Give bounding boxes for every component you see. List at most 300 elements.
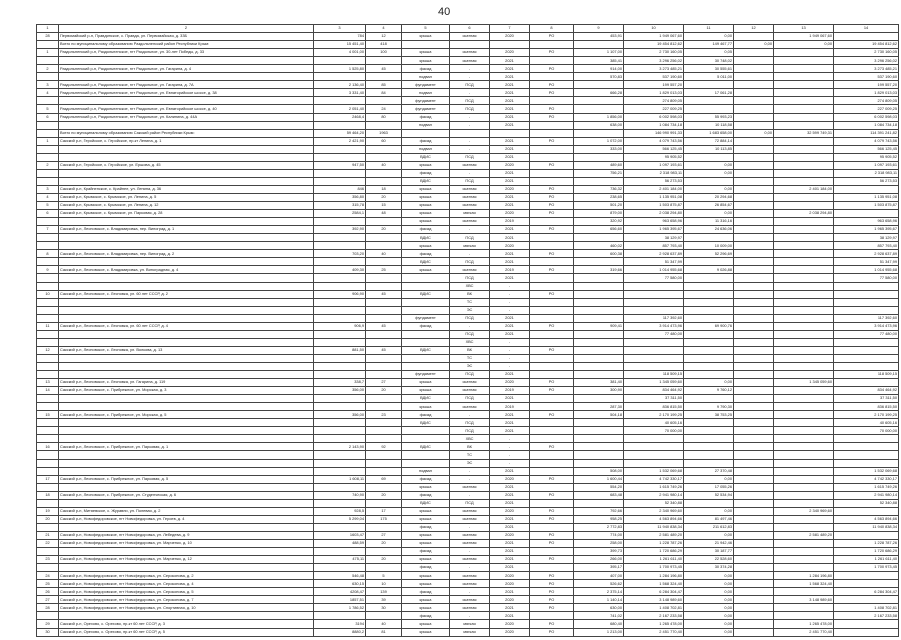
cell-work: фасад	[402, 411, 450, 419]
cell-year: 2021	[490, 548, 530, 556]
table-row	[37, 475, 899, 483]
cell-c11: 69 900,76	[684, 322, 734, 330]
cell-c12	[734, 226, 774, 234]
cell-res: 12	[366, 33, 402, 41]
cell-sp: РО	[530, 580, 574, 588]
cell-c9: 501,20	[574, 202, 624, 210]
cell-addr	[59, 459, 314, 467]
cell-c14: 836 815,50	[834, 403, 899, 411]
cell-type: -	[450, 137, 490, 145]
cell-c11	[684, 419, 734, 427]
cell-area: 392,90	[314, 226, 366, 234]
cell-type: скатная	[450, 531, 490, 539]
cell-c12	[734, 411, 774, 419]
cell-res	[366, 338, 402, 346]
cell-c9	[574, 258, 624, 266]
cell-c12	[734, 427, 774, 435]
cell-sp: РО	[530, 49, 574, 57]
table-row	[37, 540, 899, 548]
cell-area	[314, 57, 366, 65]
cell-c14: 118 509,15	[834, 371, 899, 379]
cell-n	[37, 612, 59, 620]
cell-sp: РО	[530, 628, 574, 636]
cell-c9: 504,18	[574, 411, 624, 419]
cell-sp: РО	[530, 193, 574, 201]
cell-c13: 2 401 184,00	[774, 185, 834, 193]
cell-type: ПСД	[450, 419, 490, 427]
cell-res	[366, 564, 402, 572]
cell-c13	[774, 97, 834, 105]
cell-year: -	[490, 306, 530, 314]
cell-c13	[774, 137, 834, 145]
cell-c12	[734, 362, 774, 370]
cell-year: 2020	[490, 580, 530, 588]
table-row	[37, 137, 899, 145]
cell-type: -	[450, 226, 490, 234]
cell-c12	[734, 169, 774, 177]
cell-type: -	[450, 65, 490, 73]
header-cell: 3	[314, 25, 366, 33]
cell-year: 2021	[490, 523, 530, 531]
cell-c13	[774, 290, 834, 298]
cell-work: фасад	[402, 226, 450, 234]
cell-type: ТС	[450, 451, 490, 459]
cell-type: скатная	[450, 507, 490, 515]
cell-year: 2021	[490, 419, 530, 427]
cell-c9: 395,17	[574, 564, 624, 572]
cell-c9: 287,30	[574, 403, 624, 411]
cell-sp	[530, 330, 574, 338]
cell-addr: Сакский р-н, Митяевское, с. Журавли, ул. Полевая, д. 2	[59, 507, 314, 515]
table-row	[37, 379, 899, 387]
cell-c11: 55 993,23	[684, 113, 734, 121]
cell-c13	[774, 218, 834, 226]
cell-type: скатная	[450, 556, 490, 564]
cell-c10: 6 002 598,03	[624, 113, 684, 121]
cell-c12	[734, 379, 774, 387]
cell-res	[366, 121, 402, 129]
cell-addr: Сакский р-н, Геройское, с. Геройское, ул. Ершова, д. 45	[59, 161, 314, 169]
cell-c13	[774, 588, 834, 596]
cell-c9: 741,02	[574, 612, 624, 620]
cell-work	[402, 298, 450, 306]
cell-n	[37, 403, 59, 411]
cell-n	[37, 282, 59, 290]
cell-area: 906,9	[314, 322, 366, 330]
cell-c11	[684, 459, 734, 467]
cell-c11	[684, 177, 734, 185]
cell-c13	[774, 403, 834, 411]
cell-area: 2 136,40	[314, 81, 366, 89]
cell-res	[366, 73, 402, 81]
cell-n	[37, 371, 59, 379]
cell-res: 48	[366, 210, 402, 218]
cell-res	[366, 234, 402, 242]
cell-res	[366, 427, 402, 435]
cell-area: 2468,4	[314, 113, 366, 121]
cell-year: 2021	[490, 193, 530, 201]
cell-work: фасад	[402, 65, 450, 73]
cell-c10: 40 605,16	[624, 419, 684, 427]
cell-c11: 10 113,85	[684, 145, 734, 153]
cell-c9: 638,00	[574, 121, 624, 129]
cell-c11	[684, 362, 734, 370]
cell-res: 39	[366, 596, 402, 604]
cell-type: ПСД	[450, 177, 490, 185]
cell-c14	[834, 298, 899, 306]
cell-addr: Сакский р-н, Лесновское, с. Прибрежное, ул. Парковая, д. 5	[59, 475, 314, 483]
cell-type: ПСД	[450, 395, 490, 403]
cell-year: 2020	[490, 210, 530, 218]
cell-c13	[774, 499, 834, 507]
cell-res: 45	[366, 65, 402, 73]
cell-addr: Сакский р-н, Крымское, с. Крымское, ул. Ленина, д. 12	[59, 202, 314, 210]
cell-c10: 1 965 395,67	[624, 226, 684, 234]
cell-sp: РО	[530, 250, 574, 258]
cell-c11: 0,00	[684, 210, 734, 218]
cell-year: -	[490, 354, 530, 362]
cell-type: мягкая	[450, 242, 490, 250]
cell-res: 84	[366, 89, 402, 97]
cell-area: 8880,2	[314, 628, 366, 636]
cell-area	[314, 73, 366, 81]
cell-c14	[834, 507, 899, 515]
cell-c14	[834, 290, 899, 298]
cell-c11: 38 753,25	[684, 411, 734, 419]
cell-c11	[684, 499, 734, 507]
cell-c11: 11 316,16	[684, 218, 734, 226]
table-row	[37, 298, 899, 306]
cell-n: 12	[37, 346, 59, 354]
table-row	[37, 596, 899, 604]
cell-sp	[530, 395, 574, 403]
header-cell: 7	[490, 25, 530, 33]
table-row	[37, 427, 899, 435]
cell-res: 25	[366, 266, 402, 274]
table-row	[37, 73, 899, 81]
cell-year: 2021	[490, 145, 530, 153]
cell-work: ВДИС	[402, 234, 450, 242]
cell-sp: РО	[530, 185, 574, 193]
cell-work: крыша	[402, 604, 450, 612]
cell-c13	[774, 411, 834, 419]
cell-c12	[734, 218, 774, 226]
cell-work: фасад	[402, 564, 450, 572]
cell-year: 2021	[490, 226, 530, 234]
cell-c14	[834, 620, 899, 628]
cell-c11	[684, 306, 734, 314]
cell-area: 1 525,80	[314, 65, 366, 73]
cell-c14: 1 084 734,18	[834, 121, 899, 129]
cell-n	[37, 153, 59, 161]
cell-c13	[774, 161, 834, 169]
cell-c12	[734, 483, 774, 491]
cell-c10: 6 284 304,47	[624, 588, 684, 596]
cell-type: -	[450, 73, 490, 81]
cell-work	[402, 435, 450, 443]
cell-type: -	[450, 121, 490, 129]
cell-c14: 6 002 598,03	[834, 113, 899, 121]
cell-area: 4208,47	[314, 588, 366, 596]
cell-c9	[574, 129, 624, 137]
cell-c9: 320,92	[574, 218, 624, 226]
table-row	[37, 411, 899, 419]
cell-work: крыша	[402, 540, 450, 548]
cell-work: фасад	[402, 491, 450, 499]
cell-c12	[734, 531, 774, 539]
cell-c9	[574, 81, 624, 89]
cell-type: ПСД	[450, 105, 490, 113]
cell-c14: 77 580,00	[834, 274, 899, 282]
cell-n: 2	[37, 65, 59, 73]
cell-type: -	[450, 523, 490, 531]
cell-addr	[59, 57, 314, 65]
cell-n	[37, 177, 59, 185]
cell-addr	[59, 274, 314, 282]
cell-res: 17	[366, 507, 402, 515]
table-row	[37, 612, 899, 620]
cell-type: скатная	[450, 596, 490, 604]
cell-sp: РО	[530, 210, 574, 218]
table-row	[37, 185, 899, 193]
cell-sp	[530, 97, 574, 105]
cell-sp	[530, 145, 574, 153]
cell-sp	[530, 435, 574, 443]
cell-n	[37, 548, 59, 556]
cell-work	[402, 427, 450, 435]
cell-c12: 0,00	[734, 129, 774, 137]
cell-c13	[774, 491, 834, 499]
cell-c9	[574, 290, 624, 298]
cell-addr: Сакский р-н, Крымское, с. Крымское, ул. Ленина, д. 5	[59, 193, 314, 201]
cell-c11: 9 790,30	[684, 403, 734, 411]
cell-res: 40	[366, 250, 402, 258]
cell-res	[366, 314, 402, 322]
cell-c9: 666,28	[574, 89, 624, 97]
table-row	[37, 628, 899, 636]
cell-work: ВДИС	[402, 153, 450, 161]
cell-c9: 1 856,00	[574, 113, 624, 121]
cell-c10	[624, 459, 684, 467]
cell-area: 703,20	[314, 250, 366, 258]
cell-c9	[574, 306, 624, 314]
cell-area: 1857,51	[314, 596, 366, 604]
cell-n	[37, 41, 59, 49]
cell-c9	[574, 354, 624, 362]
cell-c10: 2 318 983,11	[624, 169, 684, 177]
cell-res: 24	[366, 105, 402, 113]
cell-c14: 38 129,97	[834, 234, 899, 242]
cell-c11: 0,00	[684, 169, 734, 177]
table-row	[37, 314, 899, 322]
cell-c12	[734, 250, 774, 258]
cell-n	[37, 467, 59, 475]
cell-res: 45	[366, 322, 402, 330]
cell-c13	[774, 177, 834, 185]
cell-n	[37, 258, 59, 266]
cell-c10: 2 581 489,20	[624, 531, 684, 539]
cell-res	[366, 218, 402, 226]
cell-c13	[774, 604, 834, 612]
cell-res	[366, 435, 402, 443]
cell-sp	[530, 564, 574, 572]
cell-n	[37, 354, 59, 362]
cell-c12	[734, 507, 774, 515]
cell-year: 2020	[490, 475, 530, 483]
cell-type: -	[450, 491, 490, 499]
cell-c11: 0,00	[684, 572, 734, 580]
cell-area: 1603,47	[314, 531, 366, 539]
table-row	[37, 523, 899, 531]
cell-work: крыша	[402, 202, 450, 210]
cell-c9: 381,40	[574, 379, 624, 387]
cell-c13	[774, 234, 834, 242]
cell-area: 2584,1	[314, 210, 366, 218]
cell-c14	[834, 443, 899, 451]
table-row	[37, 588, 899, 596]
cell-res: 10	[366, 580, 402, 588]
cell-c14: 114 391 241,82	[834, 129, 899, 137]
table-row	[37, 346, 899, 354]
cell-n: 10	[37, 290, 59, 298]
cell-res: 23	[366, 411, 402, 419]
cell-area	[314, 274, 366, 282]
cell-type: мягкая	[450, 628, 490, 636]
cell-c14: 199 557,20	[834, 81, 899, 89]
cell-c14: 117 392,60	[834, 314, 899, 322]
cell-c11: 20 294,68	[684, 193, 734, 201]
cell-c14: 963 658,96	[834, 218, 899, 226]
cell-year: 2019	[490, 218, 530, 226]
cell-work	[402, 354, 450, 362]
cell-c9: 2 772,83	[574, 523, 624, 531]
cell-c9	[574, 395, 624, 403]
cell-c10: 1 228 787,26	[624, 540, 684, 548]
cell-addr	[59, 419, 314, 427]
cell-work	[402, 274, 450, 282]
cell-addr	[59, 145, 314, 153]
cell-c13	[774, 314, 834, 322]
cell-c13	[774, 612, 834, 620]
cell-c12	[734, 612, 774, 620]
cell-c10: 11 940 838,34	[624, 523, 684, 531]
cell-n: 6	[37, 210, 59, 218]
cell-sp: РО	[530, 443, 574, 451]
cell-addr	[59, 258, 314, 266]
cell-addr	[59, 354, 314, 362]
cell-area	[314, 435, 366, 443]
cell-addr	[59, 435, 314, 443]
cell-c13	[774, 459, 834, 467]
cell-c10: 857 793,40	[624, 242, 684, 250]
cell-area: 356,80	[314, 193, 366, 201]
table-row	[37, 620, 899, 628]
cell-res	[366, 258, 402, 266]
cell-c13	[774, 65, 834, 73]
cell-n: 7	[37, 226, 59, 234]
table-row	[37, 65, 899, 73]
cell-c12	[734, 89, 774, 97]
table-row	[37, 250, 899, 258]
cell-c14	[834, 338, 899, 346]
cell-sp	[530, 169, 574, 177]
cell-sp	[530, 234, 574, 242]
cell-year: 2021	[490, 234, 530, 242]
cell-c13: 1 345 059,60	[774, 379, 834, 387]
cell-area: 409,30	[314, 266, 366, 274]
cell-c13	[774, 298, 834, 306]
cell-year: 2021	[490, 121, 530, 129]
cell-c14: 2 928 637,89	[834, 250, 899, 258]
cell-work: крыша	[402, 580, 450, 588]
cell-addr	[59, 242, 314, 250]
cell-work: ВДИС	[402, 395, 450, 403]
cell-c11: 0,00	[684, 185, 734, 193]
cell-c12	[734, 540, 774, 548]
cell-sp: РО	[530, 161, 574, 169]
cell-c14: 1 615 749,26	[834, 483, 899, 491]
cell-addr	[59, 330, 314, 338]
cell-c10: 2 038 294,80	[624, 210, 684, 218]
cell-year: -	[490, 346, 530, 354]
cell-addr: Сакский р-н, Орехово, с. Орехово, пр-кт 60 лет СССР, д. 3	[59, 620, 314, 628]
cell-sp	[530, 467, 574, 475]
cell-year: 2021	[490, 499, 530, 507]
cell-addr	[59, 121, 314, 129]
cell-area: 947,50	[314, 161, 366, 169]
cell-c12	[734, 371, 774, 379]
cell-res: 30	[366, 604, 402, 612]
cell-c9	[574, 435, 624, 443]
cell-res	[366, 548, 402, 556]
cell-c9	[574, 105, 624, 113]
cell-type: ПСД	[450, 153, 490, 161]
cell-c9: 1 140,14	[574, 596, 624, 604]
cell-work: крыша	[402, 628, 450, 636]
cell-area: 488,59	[314, 540, 366, 548]
cell-sp: РО	[530, 105, 574, 113]
cell-work: фасад	[402, 322, 450, 330]
header-cell: 6	[450, 25, 490, 33]
cell-c9	[574, 371, 624, 379]
cell-c11	[684, 105, 734, 113]
cell-n	[37, 459, 59, 467]
cell-c11: 9 760,12	[684, 387, 734, 395]
cell-addr	[59, 427, 314, 435]
cell-area: 546,48	[314, 572, 366, 580]
cell-year: 2021	[490, 65, 530, 73]
cell-n: 17	[37, 475, 59, 483]
cell-c9: 1 213,00	[574, 628, 624, 636]
cell-sp	[530, 403, 574, 411]
cell-c10	[624, 435, 684, 443]
cell-year: 2021	[490, 395, 530, 403]
cell-work: ВДИС	[402, 499, 450, 507]
cell-area	[314, 338, 366, 346]
cell-c9	[574, 41, 624, 49]
cell-c9: 683,48	[574, 491, 624, 499]
cell-n	[37, 306, 59, 314]
cell-c13	[774, 89, 834, 97]
cell-sp	[530, 338, 574, 346]
cell-area	[314, 145, 366, 153]
cell-type: ТС	[450, 354, 490, 362]
cell-area: 2 051,40	[314, 105, 366, 113]
cell-c12	[734, 467, 774, 475]
table-row	[37, 322, 899, 330]
cell-c14: 1 261 611,40	[834, 556, 899, 564]
cell-c14: 40 605,16	[834, 419, 899, 427]
